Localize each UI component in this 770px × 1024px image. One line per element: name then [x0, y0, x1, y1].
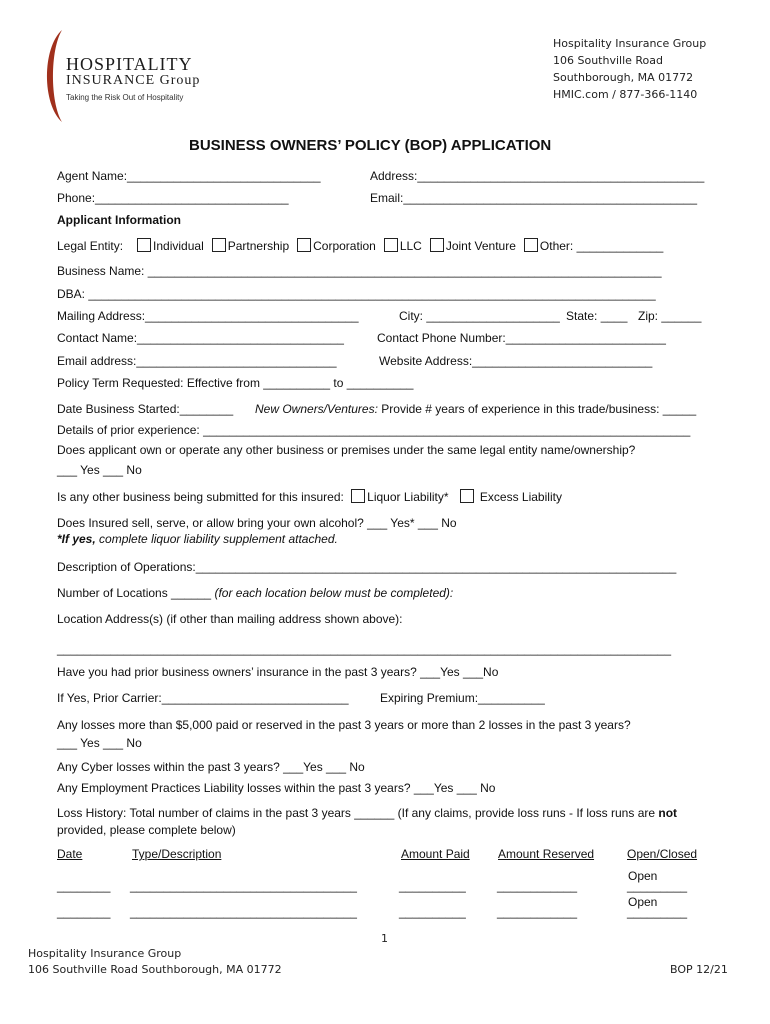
- description-operations-field[interactable]: Description of Operations:________________________________________________________________________: [57, 560, 677, 574]
- entity-partnership[interactable]: [212, 238, 289, 253]
- table-header-open-closed: Open/Closed: [627, 847, 698, 861]
- epl-losses-question[interactable]: Any Employment Practices Liability losses within the past 3 years? ___Yes ___ No: [57, 781, 496, 795]
- table-cell-open: Open: [628, 869, 658, 883]
- checkbox[interactable]: [212, 238, 226, 252]
- table-header-amount-reserved: Amount Reserved: [498, 847, 595, 861]
- legal-entity-row: [57, 238, 671, 253]
- table-cell-open-closed[interactable]: _________: [627, 879, 688, 893]
- footer-address: 106 Southville Road Southborough, MA 01772: [28, 963, 282, 976]
- phone-field[interactable]: Phone:_____________________________: [57, 191, 289, 205]
- table-cell-amount-reserved[interactable]: ____________: [497, 879, 578, 893]
- date-started-field[interactable]: Date Business Started:________: [57, 402, 234, 416]
- city-field[interactable]: City: ____________________: [399, 309, 560, 323]
- company-name: Hospitality Insurance Group: [553, 37, 707, 50]
- form-title: BUSINESS OWNERS’ POLICY (BOP) APPLICATION: [189, 137, 552, 154]
- checkbox[interactable]: [297, 238, 311, 252]
- applicant-info-heading: Applicant Information: [57, 213, 181, 227]
- num-locations-field[interactable]: Number of Locations ______: [57, 586, 212, 600]
- num-locations-line[interactable]: [57, 586, 453, 600]
- entity-label: Individual: [153, 239, 204, 253]
- footer-form-code: BOP 12/21: [670, 963, 728, 976]
- email-field[interactable]: Email:____________________________________________: [370, 191, 697, 205]
- new-owners-line[interactable]: [255, 402, 696, 416]
- entity-label: Corporation: [313, 239, 376, 253]
- footer-company: Hospitality Insurance Group: [28, 947, 182, 960]
- state-field[interactable]: State: ____: [566, 309, 628, 323]
- loss-history-not: not: [658, 806, 678, 820]
- any-losses-question: Any losses more than $5,000 paid or reserved in the past 3 years or more than 2 losses in the past 3 years?: [57, 718, 631, 732]
- policy-term-field[interactable]: Policy Term Requested: Effective from __________ to __________: [57, 376, 414, 390]
- table-cell-open-closed[interactable]: _________: [627, 905, 688, 919]
- alcohol-question[interactable]: Does Insured sell, serve, or allow bring your own alcohol? ___ Yes* ___ No: [57, 516, 457, 530]
- own-other-yes-no[interactable]: ___ Yes ___ No: [57, 463, 142, 477]
- other-business-question: Is any other business being submitted for this insured:: [57, 490, 344, 504]
- legal-entity-label: Legal Entity:: [57, 239, 124, 253]
- other-business-line: [57, 489, 562, 504]
- entity-individual[interactable]: [137, 238, 204, 253]
- new-owners-label: New Owners/Ventures:: [255, 402, 378, 416]
- contact-phone-field[interactable]: Contact Phone Number:________________________: [377, 331, 666, 345]
- excess-liability-checkbox[interactable]: [460, 489, 474, 503]
- own-other-question: Does applicant own or operate any other business or premises under the same legal entity name/ownership?: [57, 443, 636, 457]
- prior-experience-field[interactable]: Details of prior experience: _________________________________________________________________________: [57, 423, 691, 437]
- liquor-liability-label: Liquor Liability*: [367, 490, 449, 504]
- excess-liability-label: Excess Liability: [479, 490, 562, 504]
- if-yes-text: complete liquor liability supplement attached.: [95, 532, 338, 546]
- page-number: 1: [381, 932, 388, 945]
- prior-bop-question[interactable]: Have you had prior business owners’ insurance in the past 3 years? ___Yes ___No: [57, 665, 499, 679]
- table-cell-date[interactable]: ________: [57, 879, 111, 893]
- any-losses-yes-no[interactable]: ___ Yes ___ No: [57, 736, 142, 750]
- contact-name-field[interactable]: Contact Name:_______________________________: [57, 331, 344, 345]
- table-cell-amount-reserved[interactable]: ____________: [497, 905, 578, 919]
- entity-other[interactable]: [524, 238, 663, 253]
- location-address-line[interactable]: ____________________________________________________________________________________________: [57, 642, 671, 656]
- website-field[interactable]: Website Address:___________________________: [379, 354, 653, 368]
- liquor-liability-checkbox[interactable]: [351, 489, 365, 503]
- entity-label: Other: _____________: [539, 239, 664, 253]
- new-owners-text: Provide # years of experience in this trade/business: _____: [377, 402, 697, 416]
- loss-history-line-2: provided, please complete below): [57, 823, 236, 837]
- company-street: 106 Southville Road: [553, 54, 664, 67]
- table-header-date: Date: [57, 847, 83, 861]
- checkbox[interactable]: [137, 238, 151, 252]
- mailing-address-field[interactable]: Mailing Address:________________________________: [57, 309, 359, 323]
- entity-llc[interactable]: [384, 238, 422, 253]
- entity-joint-venture[interactable]: [430, 238, 516, 253]
- entity-label: Partnership: [227, 239, 290, 253]
- company-contact: HMIC.com / 877-366-1140: [553, 88, 698, 101]
- prior-carrier-field[interactable]: If Yes, Prior Carrier:____________________________: [57, 691, 349, 705]
- agent-name-field[interactable]: Agent Name:_____________________________: [57, 169, 321, 183]
- email-address-field[interactable]: Email address:______________________________: [57, 354, 337, 368]
- loss-history-text: Loss History: Total number of claims in the past 3 years ______ (If any claims, provide loss runs - If loss runs are: [57, 806, 659, 820]
- loss-history-line-1[interactable]: [57, 806, 677, 820]
- num-locations-note: (for each location below must be completed):: [214, 586, 454, 600]
- table-cell-amount-paid[interactable]: __________: [399, 905, 466, 919]
- entity-corporation[interactable]: [297, 238, 376, 253]
- table-cell-type[interactable]: __________________________________: [130, 879, 357, 893]
- logo-insurance-group: INSURANCE Group: [66, 73, 201, 88]
- company-city: Southborough, MA 01772: [553, 71, 694, 84]
- zip-field[interactable]: Zip: ______: [638, 309, 702, 323]
- table-cell-amount-paid[interactable]: __________: [399, 879, 466, 893]
- table-cell-type[interactable]: __________________________________: [130, 905, 357, 919]
- business-name-field[interactable]: Business Name: _____________________________________________________________________________: [57, 264, 662, 278]
- if-yes-bold: *If yes,: [57, 532, 96, 546]
- checkbox[interactable]: [524, 238, 538, 252]
- logo-hospitality: HOSPITALITY: [66, 54, 193, 74]
- checkbox[interactable]: [384, 238, 398, 252]
- checkbox[interactable]: [430, 238, 444, 252]
- table-header-type: Type/Description: [132, 847, 222, 861]
- expiring-premium-field[interactable]: Expiring Premium:__________: [380, 691, 545, 705]
- if-yes-note: [57, 532, 338, 546]
- location-address-label: Location Address(s) (if other than mailing address shown above):: [57, 612, 403, 626]
- logo-tagline: Taking the Risk Out of Hospitality: [66, 93, 184, 102]
- dba-field[interactable]: DBA: _____________________________________________________________________________________: [57, 287, 656, 301]
- entity-label: LLC: [399, 239, 422, 253]
- cyber-losses-question[interactable]: Any Cyber losses within the past 3 years? ___Yes ___ No: [57, 760, 365, 774]
- table-header-amount-paid: Amount Paid: [401, 847, 470, 861]
- table-cell-date[interactable]: ________: [57, 905, 111, 919]
- entity-label: Joint Venture: [445, 239, 516, 253]
- address-field[interactable]: Address:___________________________________________: [370, 169, 705, 183]
- table-cell-open: Open: [628, 895, 658, 909]
